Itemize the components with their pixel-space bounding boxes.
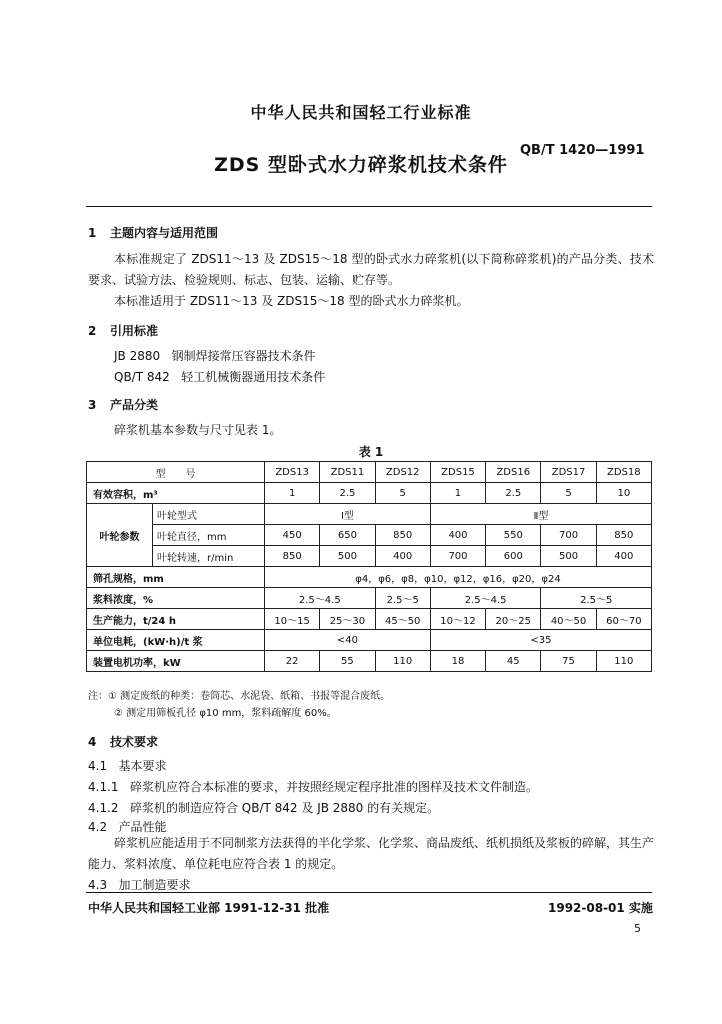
reference-1: JB 2880 钢制焊接常压容器技术条件 [114, 349, 316, 363]
table-cell: 25～30 [320, 609, 375, 630]
table-cell: 550 [486, 525, 541, 546]
standard-code: QB/T 1420—1991 [520, 143, 645, 158]
section-number: 3 [88, 398, 97, 412]
table-cell: 600 [486, 546, 541, 567]
model-cell: ZDS13 [265, 462, 320, 483]
table-cell: 500 [541, 546, 596, 567]
table-cell: 650 [320, 525, 375, 546]
consistency-label: 浆料浓度，% [87, 588, 265, 609]
table-caption: 表 1 [358, 445, 384, 459]
volume-label: 有效容积，m³ [87, 483, 265, 504]
table-note-2: ② 测定用筛板孔径 φ10 mm，浆料疏解度 60%。 [114, 708, 337, 719]
clause-4-1: 4.1 基本要求 [88, 759, 167, 773]
section-3-heading [88, 396, 158, 413]
table-row [87, 546, 652, 567]
model-cell: ZDS18 [596, 462, 651, 483]
section-number: 4 [88, 735, 97, 749]
table-cell: 1 [430, 483, 485, 504]
table-cell: 110 [375, 651, 430, 672]
table-cell: 40～50 [541, 609, 596, 630]
unit-power-label: 单位电耗，(kW·h)/t 浆 [87, 630, 265, 651]
section-1-heading [88, 224, 218, 241]
table-cell: 850 [375, 525, 430, 546]
table-cell: 2.5～4.5 [265, 588, 376, 609]
table-cell: 110 [596, 651, 651, 672]
table-cell: 55 [320, 651, 375, 672]
table-cell: <40 [265, 630, 431, 651]
table-cell: 60～70 [596, 609, 651, 630]
impeller-speed-label: 叶轮转速，r/min [153, 546, 265, 567]
table-cell: 2.5～5 [375, 588, 430, 609]
section-4-heading [88, 733, 158, 750]
table-row [87, 630, 652, 651]
page-number: 5 [634, 922, 641, 935]
motor-power-label: 装置电机功率，kW [87, 651, 265, 672]
impeller-group-label: 叶轮参数 [87, 504, 153, 567]
table-row [87, 609, 652, 630]
implementation-date: 1992-08-01 实施 [548, 901, 653, 915]
model-cell: ZDS11 [320, 462, 375, 483]
capacity-label: 生产能力，t/24 h [87, 609, 265, 630]
model-cell: ZDS17 [541, 462, 596, 483]
table-cell: 5 [541, 483, 596, 504]
table-cell: 10～15 [265, 609, 320, 630]
model-cell: ZDS12 [375, 462, 430, 483]
table-row [87, 525, 652, 546]
table-cell: 850 [265, 546, 320, 567]
clause-4-1-1: 4.1.1 碎浆机应符合本标准的要求，并按照经规定程序批准的图样及技术文件制造。 [88, 780, 538, 794]
model-cell: ZDS15 [430, 462, 485, 483]
table-cell: 500 [320, 546, 375, 567]
specifications-table [86, 461, 652, 672]
section-title: 主题内容与适用范围 [110, 226, 219, 240]
table-cell: 2.5～4.5 [430, 588, 541, 609]
section-title: 产品分类 [110, 398, 159, 412]
table-row [87, 462, 652, 483]
header-rule [86, 206, 652, 207]
document-title: ZDS 型卧式水力碎浆机技术条件 [214, 154, 508, 176]
table-row [87, 588, 652, 609]
table-cell: <35 [430, 630, 651, 651]
table-cell: 400 [596, 546, 651, 567]
section-title: 引用标准 [110, 324, 159, 338]
table-cell: 2.5 [486, 483, 541, 504]
section-title: 技术要求 [110, 735, 159, 749]
table-cell: Ⅱ型 [430, 504, 651, 525]
clause-4-2-paragraph: 碎浆机应能适用于不同制浆方法获得的半化学浆、化学浆、商品废纸、纸机损纸及浆板的碎解，其生产能力、浆料浓度、单位耗电应符合表 1 的规定。 [88, 836, 655, 871]
table-cell: 10～12 [430, 609, 485, 630]
table-cell: 2.5～5 [541, 588, 652, 609]
standard-organization: 中华人民共和国轻工行业标准 [250, 103, 472, 122]
table-cell: 1 [265, 483, 320, 504]
table-cell: 75 [541, 651, 596, 672]
table-cell: 400 [430, 525, 485, 546]
table-note-1: 注：① 测定废纸的种类：卷筒芯、水泥袋、纸箱、书报等混合废纸。 [88, 691, 391, 702]
table-cell: 45～50 [375, 609, 430, 630]
table-cell: 18 [430, 651, 485, 672]
approval-line: 中华人民共和国轻工业部 1991-12-31 批准 [88, 901, 330, 915]
table-cell: 10 [596, 483, 651, 504]
model-header: 型 号 [87, 462, 265, 483]
impeller-diameter-label: 叶轮直径，mm [153, 525, 265, 546]
section-3-paragraph: 碎浆机基本参数与尺寸见表 1。 [114, 423, 282, 437]
footer-rule [86, 892, 652, 893]
clause-4-2: 4.2 产品性能 [88, 820, 167, 834]
table-cell: 850 [596, 525, 651, 546]
table-cell: Ⅰ型 [265, 504, 431, 525]
table-row [87, 483, 652, 504]
impeller-type-label: 叶轮型式 [153, 504, 265, 525]
clause-4-3: 4.3 加工制造要求 [88, 878, 191, 892]
section-2-heading [88, 322, 158, 339]
table-row [87, 504, 652, 525]
screen-label: 筛孔规格，mm [87, 567, 265, 588]
table-cell: 400 [375, 546, 430, 567]
table-cell: 5 [375, 483, 430, 504]
reference-2: QB/T 842 轻工机械衡器通用技术条件 [114, 370, 326, 384]
section-number: 1 [88, 226, 97, 240]
model-cell: ZDS16 [486, 462, 541, 483]
table-cell: φ4，φ6，φ8，φ10，φ12，φ16，φ20，φ24 [265, 567, 652, 588]
table-cell: 450 [265, 525, 320, 546]
table-cell: 22 [265, 651, 320, 672]
table-row [87, 567, 652, 588]
table-cell: 700 [430, 546, 485, 567]
clause-4-1-2: 4.1.2 碎浆机的制造应符合 QB/T 842 及 JB 2880 的有关规定。 [88, 801, 440, 815]
section-1-paragraph-2: 本标准适用于 ZDS11～13 及 ZDS15～18 型的卧式水力碎浆机。 [114, 294, 469, 308]
table-row [87, 651, 652, 672]
table-cell: 700 [541, 525, 596, 546]
table-cell: 20～25 [486, 609, 541, 630]
section-number: 2 [88, 324, 97, 338]
table-cell: 2.5 [320, 483, 375, 504]
table-cell: 45 [486, 651, 541, 672]
section-1-paragraph-1: 本标准规定了 ZDS11～13 及 ZDS15～18 型的卧式水力碎浆机(以下简称碎浆机)的产品分类、技术要求、试验方法、检验规则、标志、包装、运输、贮存等。 [88, 252, 654, 287]
